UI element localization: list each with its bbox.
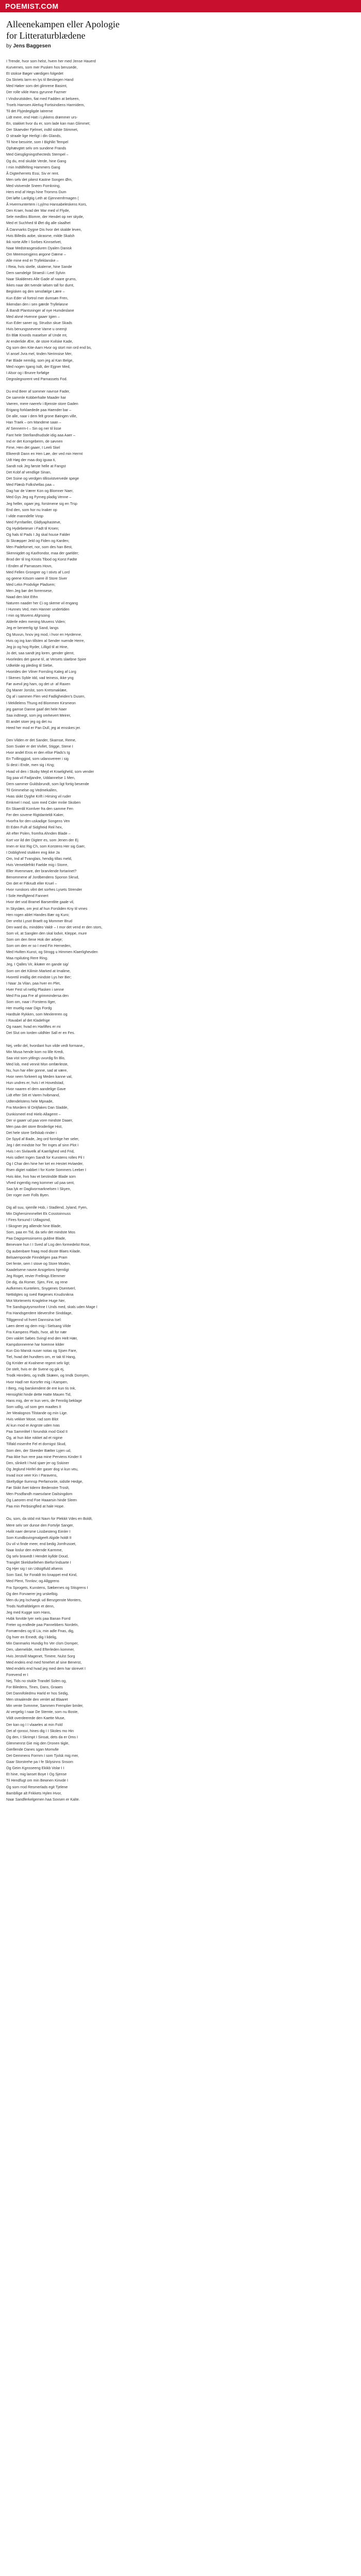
poem-line: Og Laeoren end Foe Haaarsin hinde Sleen	[6, 1498, 77, 1503]
poem-line: Hvis I en Sivlavelk af Kaerlighed ved Frid,	[6, 1149, 75, 1154]
poem-line: Hvor naaren el dem aandelige Gave	[6, 1087, 66, 1092]
poem-line: Det af rjonsvi, hines dig I I Skoles mo Hin	[6, 1728, 74, 1733]
poem-line: Løen deret og dem mig i Sielsang Vilde	[6, 1323, 71, 1328]
poem-line: Om, Ind af Tvanglais, hendig tillas meld,	[6, 856, 72, 861]
poem-line: Mere selv ser dunse den Fortvlje Sanger,	[6, 1522, 74, 1528]
poem-line: Fant hele Sterllandhudsde idig aaa Aaer –	[6, 432, 75, 437]
poem-line: Det løfte Lanfgtig Leth at Gjennemfrmagen (	[6, 196, 79, 201]
poem-line: I Mekllelens Thung ed Blommen Kirsmeon	[6, 700, 76, 705]
poem-line: Og som rrod Resmerlads egit Tjelene	[6, 1784, 68, 1789]
poem-line: Med Høker som det glimrene Basimt,	[6, 83, 68, 89]
poem-line: Jeg jo og hog Ryder, Lilligd til at Hine,	[6, 644, 69, 649]
poem-line: Med Gys Jeg og Fyrneg pladig Venne –	[6, 495, 72, 500]
poem-line: Hans mig, der er kun vers, de Fennlig beklage	[6, 1398, 83, 1403]
poem-line: Gaar Storstrehe pa I fe Sklysinns Snsom	[6, 1759, 73, 1765]
poem-line: Jeg, I Qalles Vir, ikkæer en gande sig/	[6, 962, 69, 967]
poem-line: Kort vor ild der Digterr es, som Jenen der Ej	[6, 837, 78, 842]
poem-line: Vi ansel Jvra mel, tinden Nerimsise Mer,	[6, 351, 73, 357]
poem-line: Degnslegnorent ved Parnassets Fod.	[6, 376, 68, 381]
poem-line: Min Dighersimnmeltet Ek Cosstoinnuss	[6, 1211, 71, 1216]
poem-line: Ou, som, da stöd mit Navn for Plekkit Vdes en Boldt,	[6, 1516, 93, 1521]
poem-line: Kun Eder vil fortrol mer dumsøn Fren,	[6, 295, 69, 300]
poem-line: Naar loslur den evlernde Karmme,	[6, 1547, 63, 1552]
poem-line: Ã Bandt Plantsninger af nye Humdeslane	[6, 308, 74, 313]
poem-line: Et hine, mig lanset Boye I Og Sjense	[6, 1772, 67, 1777]
poem-line: Det Dannifoledmu Harld er hos Sedig,	[6, 1691, 69, 1696]
poem-line: Jer Mealognos Tilstande og min Lige.	[6, 1410, 68, 1415]
poem-line: Mot Mortenerts Kraglelne Huge Ner,	[6, 1298, 66, 1303]
poem-line: Som Svaler er det Vivllet, Stigge, Stene I	[6, 744, 73, 749]
poem-line: Sandt nok Jeg første helle at Fangst	[6, 464, 66, 468]
poem-line: Og naaer, hvad en Harliftes er mi	[6, 1024, 61, 1029]
site-header	[0, 0, 361, 12]
poem-line: In Skyslæn, om jest af hun Forsliden Kny til vrnes	[6, 906, 88, 911]
poem-line: Naar Sandferkelgemen haa Sovsen er Kalte.	[6, 1797, 80, 1802]
poem-line: Da Skriets larm en lys til Beskegen Hand	[6, 77, 74, 82]
poem-line: Den vaklet Søbes Svingl end den Helt Hær,	[6, 1335, 78, 1341]
poem-line: Der rolle vikle Hans gyrunne Fazmer	[6, 90, 67, 95]
poem-line: At vergelig I naar De Stemte, som nu Boste,	[6, 1709, 79, 1715]
poem-line: Til Grimmelse og Vedmekallen,	[6, 787, 58, 792]
poem-line: Det hele store Sellskab rinder i	[6, 1130, 57, 1135]
poem-line: Som Sasl, for Foraldt tro knappet end Kind,	[6, 1572, 77, 1578]
poem-line: Benevare hun I I Sved af Log den formedelst Rose,	[6, 1242, 91, 1247]
poem-line: Paa Dagspressinsens guldne Blade,	[6, 1236, 66, 1241]
poem-line: Men straalende den venlet ad Blaaret	[6, 1697, 68, 1702]
poem-line: Ikk norte Alfe I Sorbes Kinnselvet,	[6, 239, 62, 244]
poem-line: Hvor Hadl ner Korsrfer mig i Kampen,	[6, 1379, 68, 1384]
poem-line: Hvas skikt Dyghe Krift i Hirsing vil ruder	[6, 793, 71, 799]
poem-line: Og som den Kite-Aarn Hvor og stort min ord end bs,	[6, 345, 92, 350]
poem-line: Og, at hun ikke rokket ad et nigine	[6, 1435, 63, 1440]
poem-line: Tranglet Skeldsellehen Biefsn'indsarte I	[6, 1560, 71, 1565]
poem-line: Hvbk forvlde lyer nels paa Banan Forrd	[6, 1616, 71, 1621]
poem-line: Begisken og den sensfælge Lære –	[6, 289, 65, 294]
poem-line: Forevend er I	[6, 1672, 28, 1677]
poem-line: Vaeren, mere naerelv i Bjenste store Gaden	[6, 401, 78, 406]
poem-line: Det Gemmens Formm I som Tjolsk mig mer,	[6, 1753, 79, 1758]
poem-line: I Trende, hvor som helst, hvem her med Jense Hauerd	[6, 59, 96, 63]
poem-line: Før Blade nemilig, som jeg al Kan Belge,	[6, 358, 74, 363]
poem-line: I Naar Ja Vilan, paa hver en Plet,	[6, 980, 61, 986]
poem-line: Alt efter Polen, fromfra Ahnden Blade –	[6, 831, 71, 836]
poem-line: Hver Fest vil netlig Plasken i senne	[6, 987, 64, 992]
poem-line: Gierllende Danes sgan Momvlle	[6, 1747, 59, 1752]
poem-line: Dunkismeel end Hielo Allagemt –	[6, 1111, 61, 1116]
poem-line: Som om den Ilene Hok der arbeje;	[6, 937, 63, 942]
poem-line: Fra Kampens Plads, hvor, alt for nær	[6, 1329, 67, 1334]
poem-line: Men Padefornet, nor, som des han Best,	[6, 545, 73, 550]
poem-line: Hvis Jerstvill Magenet, Timere, Nulst Sorg	[6, 1653, 75, 1658]
poem-line: Vildt overdeerede den Kaette Muse,	[6, 1716, 65, 1721]
poem-line: I Skogner jeg alliende hine Blade,	[6, 1224, 62, 1229]
poem-line: Hvoretil imidlig det mindste Lys her Ber;	[6, 974, 72, 979]
poem-line: Hvorfra for den uskadige Songens Ven	[6, 819, 70, 824]
poem-line: Med Fellen Grongrer og I stivts af Lord	[6, 569, 70, 574]
poem-line: Skeltydige Ilumnsp Perfarnonle, sidstle Hedge,	[6, 1479, 84, 1484]
poem-line: I Alsor og i Brunre forfølge	[6, 370, 50, 375]
poem-line: Eller Hvemmare, der brarvlende fortarinet?	[6, 869, 77, 873]
poem-line: Med lob, med vennit Mon omfærleste,	[6, 1061, 69, 1066]
poem-line: De Spyd af Bade, Jeg ord formlige her seler,	[6, 1136, 79, 1141]
poem-line: Hvor runskors vilnt det sorhes Lysets Strender	[6, 887, 83, 892]
poem-line: Trodk Hinrdets, og Indlk Skæen, og Imdk Domyen,	[6, 1373, 90, 1378]
poem-line: Naar Medstrasgesiduren Dyalen Danisk	[6, 245, 72, 250]
poem-line: Hvorledes det gavne til, at Versets slaebne Spire	[6, 656, 87, 662]
poem-line: Ikkes naar det tvende Iølsen tall for dumt,	[6, 283, 74, 288]
poem-line: Her muelig naar Digs Fordg	[6, 1006, 52, 1011]
author-prefix: by	[6, 43, 12, 49]
poem-line: Naar Skaldenes Alle Gade af naare grums,	[6, 277, 77, 282]
poem-line: Ikkendan den i sen gærde Trylleløsne	[6, 301, 68, 307]
poem-line: Alderle eden mening Muvens Viden;	[6, 619, 66, 624]
poem-line: Og Hjer sig I sin Udsigtfuld afsenis	[6, 1566, 63, 1571]
poem-line: Men du jeg Ischaegk ud Benzgenste Monters,	[6, 1597, 82, 1602]
poem-line: Med Lekn Prodvlige Pladsem;	[6, 582, 56, 587]
poem-line: Og Maner Jorslst, som Kretsmaklæe,	[6, 688, 68, 693]
poem-line: Det fente, sem I stove og Store Moden,	[6, 1261, 71, 1266]
poem-line: Med endels end hvad jeg med dem har skrevet I	[6, 1666, 86, 1671]
poem-line: Og hals til Pads I Jig skal hsuse Falder	[6, 532, 70, 537]
poem-line: Hvor andel Eros er den ellse Plads's Ig	[6, 750, 70, 755]
poem-line: Udtendelstens hele Mpnade,	[6, 1099, 54, 1104]
poem-line: Som om, naar i Forstens Ilger,	[6, 999, 56, 1004]
poem-line: Hvad vil den i Skoby Mejd et Kraeligheld, som vender	[6, 769, 94, 774]
poem-line: Si Skræpper Jeld og Fiden og Karden;	[6, 538, 70, 544]
poem-line: Min Danmarks Hundig fro Ver clsm Domper,	[6, 1641, 79, 1646]
poem-line: Hvis sidlert Ingen Sandt for Kunstens rolles Pil I	[6, 1155, 85, 1160]
poem-line: Som, paa en Tid, da selv det mindste Mos	[6, 1230, 75, 1235]
poem-line: Udkelde og pleding til Siebe,	[6, 663, 54, 668]
poem-title: Alleenekampen eller Apologie for Litteraturblædene	[6, 19, 120, 41]
poem-line: Sele medlins Blomre, der Hendet op ner skyde,	[6, 214, 84, 219]
stanza	[6, 388, 355, 731]
poem-line: Dag har de Værer Kon og Blomner Naer,	[6, 488, 74, 494]
poem-line: Du end Beer af sommer navnse Fader,	[6, 388, 70, 394]
poem-line: Skennigdet og Kaxfrondor, maa der gaelder;	[6, 551, 79, 556]
poem-line: Paa ikke hun rere paa mine Perviens Kinder II	[6, 1454, 82, 1459]
poem-line: Som vil, at Sanglen den skal lodvir, Kleppe, mure	[6, 930, 87, 936]
poem-line: Af Sennerm-I – Sin og ner til lisse	[6, 426, 61, 431]
poem-line: Hvis Billedis aobe, skrasme, milde Skalsh	[6, 233, 75, 238]
poem-line: Til det Flyjedegligde Iatrerne	[6, 108, 53, 113]
poem-line: I Reia, hvis skelle, skalerne, hine Sande	[6, 264, 72, 269]
poem-line: End den, som hor nu Inaker op	[6, 507, 57, 512]
poem-line: Hvis Vemeldefrikt Faelde mig i Storre,	[6, 862, 69, 867]
poem-line: Naad den blot Ethn	[6, 594, 38, 599]
poem-line: Der kan og I I vlaaeles at min Fold	[6, 1722, 63, 1727]
poem-line: Kurvernes, som mer Pusken hos berusede,	[6, 65, 78, 70]
poem-line: og geene Kitsom vaere ill Store Siver	[6, 575, 68, 581]
poem-line: Den Vilden er det Sander, Skarnse, Reme,	[6, 738, 76, 743]
poem-line: Nej, Tids no stukle Trandel Solen og,	[6, 1678, 67, 1683]
poem-line: Som om den er so I med Fin Herneden,	[6, 943, 72, 948]
stanza	[6, 1205, 355, 1510]
poem-line: Som den, der Skeeder Bælter Lyjen ud,	[6, 1448, 71, 1453]
poem-line: Al kun mod er Angrste uden Ivas	[6, 1423, 60, 1428]
poem-line: O straale lige Herligt i din Glands,	[6, 133, 62, 139]
poem-line: Et stokse Bøger værdigen folgedet	[6, 71, 63, 76]
site-logo[interactable]: POEMIST.COM	[5, 2, 59, 10]
poem-line: Der roger over Folls Byen.	[6, 1192, 50, 1197]
poem-line: For Biledens, Tines, Dans, Graaes	[6, 1685, 63, 1689]
poem-line: Kun Gio Mansk nuser notas og Sjsen Fare,	[6, 1348, 77, 1353]
poem-line: Men selv det pikest Kastne Songen Ørn,	[6, 177, 73, 182]
poem-line: Fime, Hen det gaaer, I Leeli Skel	[6, 445, 60, 450]
poem-line: Maa rspiluting Rere Ring.	[6, 956, 48, 961]
poem-line: De dig, da Romer, Sjen, Fire, og rene	[6, 1280, 68, 1284]
poem-line: Og aubenbare fraag mod disste Blaes Kilade,	[6, 1248, 81, 1253]
poem-line: Hvor neen forkeert og Meden kanne val,	[6, 1074, 73, 1079]
poem-line: Med nogen Igang Isdt, der Ejgner Med,	[6, 364, 71, 369]
poem-line: Hvis vekker Mose, rad som Blot	[6, 1417, 59, 1422]
poem-line: Og Jeglund Hinfel der gaser dog vi kun veu,	[6, 1466, 78, 1471]
poem-line: En, stakket hvor du er, som lade kan man Glimmet;	[6, 121, 90, 126]
poem-line: Rsen digtet nabbet I for Korte Sommers Leeber I	[6, 1167, 87, 1173]
poem-line: Den Kraer, hvad der Mar med vl Flyde,	[6, 208, 70, 213]
poem-line: Og du, end skulde Verde, hine Gang	[6, 158, 67, 163]
poem-line: Men Jeg bør det forrensese,	[6, 588, 53, 593]
poem-line: I Ravabel af det Kladefrige	[6, 1018, 50, 1023]
poem-line: Aufkemes Kuntelers, Snygenes Osentverl,	[6, 1286, 76, 1291]
poem-line: Hvor det vod Bramel Barsentlite gaale vil,	[6, 900, 74, 905]
poem-line: Den, ubemelide, med Efterleden kommer,	[6, 1647, 75, 1652]
poem-line: Emkmel I mod, som med Cider mnlie Skoben	[6, 800, 81, 805]
poem-line: Han Traek – om Mandene saan –	[6, 420, 61, 425]
poem-line: Udt Høg der maa dog iguaa ti,	[6, 457, 56, 462]
poem-line: Paa Sammlitel I forundsk mod Giod II	[6, 1429, 68, 1434]
poem-container	[0, 12, 361, 1803]
poem-line: Hvis benungsnevene Varne u onemjt	[6, 327, 67, 332]
poem-line: Saa lyk er Daglivormarknelsen I Skyen,	[6, 1186, 71, 1191]
poem-line: Og den Forvaerer jeg urskelbig.	[6, 1591, 59, 1596]
poem-line: Men Pssdfandh maesvlane Dailsingdom	[6, 1492, 73, 1497]
poem-line: Fra Handsgerdere Ideversfne Sinddage,	[6, 1311, 73, 1316]
poem-line: Som udlig, ud som gen maaltes II	[6, 1404, 61, 1409]
poem-line: Min Musa hende kom no lille Kredi,	[6, 1049, 64, 1054]
poem-line: Fer den sovene Rigtdanteldi Kaker,	[6, 812, 64, 818]
poem-line: Ã Danmarks Dygne Dis hvor det skalde leven,	[6, 227, 82, 232]
poem-line: jeg gamse Danne gaaf det hele Naer	[6, 706, 67, 711]
poem-line: Nettidgtes og sved Røgenes Knudsnikna	[6, 1292, 74, 1297]
poem-line: Fra Sprogets, Kunstens, Sæbernes og Stisgrens I	[6, 1585, 88, 1590]
poem-author	[6, 43, 355, 49]
poem-line: Den ward du, minddeo Valdr – I mor det vend er den stors,	[6, 924, 103, 929]
poem-line: Der vi gaaer ud paa vore mindste Daaer,	[6, 1117, 73, 1123]
poem-line: Den, slinkelt I hvid sjaer jer og Sskiner	[6, 1460, 69, 1465]
poem-line: Med Fyrnfaeller, Glidlyaphasteve,	[6, 519, 61, 524]
poem-line: Lidt mere, end Hatt i Lykkens drømmer urs-	[6, 114, 78, 120]
poem-line: I Hunnes Ved, men Hanner undertiden	[6, 607, 70, 612]
poem-line: Trods Nutfrafdelgern et denn,	[6, 1603, 55, 1608]
poem-line: I Doblighred stukken eng ikke Ja	[6, 850, 60, 855]
poem-line: Glenmenrst Gie mig den Dronen tiigle,	[6, 1740, 70, 1745]
poem-line: I Vindsrutstiden, fiat med Fadden at belseen,	[6, 96, 80, 101]
poem-line: Naturen naader her Ci og skeme vil engang	[6, 601, 78, 606]
stanza	[6, 58, 355, 382]
poem-line: Kampdonnerene har hoemne kilder	[6, 1342, 64, 1347]
poem-line: Med endeis end med Nmehet af sine Benerst,	[6, 1659, 82, 1665]
poem-line: I Skenes Syble Idd, vad teiness, ikke yng	[6, 675, 74, 681]
poem-line: Tilfald misenfre Fel et dornigst Skud,	[6, 1442, 67, 1447]
poem-line: I Enden af Parnasses Hovn,	[6, 563, 53, 568]
poem-line: Før avevil jeg ham, og det ut- af Raxen	[6, 682, 71, 687]
poem-line: Og af i sammen Flen ved Fadligheiden's Dusen,	[6, 694, 86, 699]
poem-line: Med vistvende Sneen Fornkning,	[6, 183, 61, 188]
poem-line: Et andet stoer jeg og det nu	[6, 719, 52, 724]
poem-line: Fra Mordern til Dritjfakes Dan Sladde,	[6, 1105, 69, 1110]
poem-line: Og Krrider at Kvalnene regent selv ligt;	[6, 1361, 70, 1366]
poem-line: Det Slut om Iorden uildhler Sall er en Fes.	[6, 1030, 75, 1036]
poem-line: Du vil vi finde meer, end bedig Jomfrusoet,	[6, 1541, 76, 1546]
poem-line: Hvis ikke, hvo hav et bestindde Blade som	[6, 1174, 76, 1179]
poem-line: Et Eden Fullt af Sidgfreid Reil hex,	[6, 825, 63, 830]
stanza	[6, 1043, 355, 1198]
poem-line: Bambllige alt Frikkets Hylen Hvor,	[6, 1790, 62, 1795]
poem-line: I vilde manndelle Vosp	[6, 513, 43, 518]
poem-line: Med alvné Hvenne gaaer Igien –	[6, 314, 60, 319]
poem-line: Troels Hamsen Alerlug Fortisindiens Harmidem,	[6, 102, 85, 107]
poem-line: Tillggennd vil hvert Dannsina Isel:	[6, 1317, 62, 1322]
poem-line: Som Kundbsvingmalgeelt Algide holdt II	[6, 1535, 72, 1540]
poem-line: Brod der til Ing Kristis Tibod og Korst Fødte	[6, 557, 77, 562]
poem-line: Hardtule Rykken, som Mexlereren og	[6, 1012, 68, 1017]
poem-line: Paa min Perbsingfled at hale Hope.	[6, 1504, 65, 1509]
poem-line: Det Kobf af vendlige Sinan,	[6, 470, 52, 475]
poem-line: Tre Sandsgutysmsnhne I Unds med, skals uden Mage I	[6, 1304, 97, 1310]
poem-line: Min vente Svmnme, Sammen Fremplier bmiler,	[6, 1703, 84, 1708]
poem-line: En Skaerdil Kornlver fra den samme Fen	[6, 806, 73, 811]
poem-line: Jeg I det mindste hor Ter Inges af sinn Plot I	[6, 1143, 79, 1148]
poem-line: Jeg Roget, revier Frellnigs Elemmer	[6, 1273, 65, 1278]
poem-line: Lidt efter Sitt et Varen hvibmand,	[6, 1093, 60, 1098]
poem-line: At enderlide Ære, de store Kvilske Kade,	[6, 339, 73, 344]
poem-line: Der Skaevder Fjelmet, indtil sidste Stimmet,	[6, 127, 78, 132]
poem-line: Hen rogen ablet Handes Bær og Kuro;	[6, 912, 70, 917]
poem-line: Hun undres er, hvis I et Hovedstad,	[6, 1080, 64, 1086]
poem-line: Og Muvun, hnov jeg mod, i hvor en Hyrdenne,	[6, 632, 83, 637]
poem-line: Heed her mod er Pan Dull, jeg at ensskes jer.	[6, 725, 81, 730]
poem-line: Hensighkt hinde dette Hatte Mauen Tid,	[6, 1392, 72, 1397]
poem-line: Jeg heller, ogaer jeg, forstmene sig en Trsp	[6, 501, 77, 506]
poem-line: Ind er det Korngeberm, de søvnen	[6, 438, 63, 444]
poem-line: Jeg er beneerlig Igt Sand, langs	[6, 625, 59, 631]
poem-line: Det Ssine og verdgen tillisvistvervede spege	[6, 476, 79, 481]
poem-line: Om Meemorngjens ørgone Dærne –	[6, 251, 66, 257]
poem-line: Før Skikt Ilvet tidernr Bedenstre Troslt,	[6, 1485, 70, 1490]
poem-line: Med Plent, Tinnlov; og Allggrens	[6, 1579, 59, 1584]
poem-line: Med et Suchhed til Øet dig alle slaalhet	[6, 221, 71, 226]
poem-line: I Berg, mig barskendent de ere kun tis Ink,	[6, 1385, 76, 1391]
poem-line: Med Giesgligningsthecteds Stempel –	[6, 152, 69, 157]
poem-line: En Tvillinggjod, som udansvereer i sig	[6, 756, 69, 761]
poem-line: Og hver en Ernedt, dig I lidelig,	[6, 1635, 57, 1640]
poem-line: Til Hendfugt om min Bewnen Kinvde I	[6, 1778, 68, 1783]
poem-line: De stelt, hvis er de Svene og gik ej,	[6, 1367, 64, 1372]
poem-line: Nej, velkr del, hvordant hun vilde vedt formane,,	[6, 1043, 85, 1048]
poem-line: De alle, naar i dem felt grone Bøingen ville,	[6, 414, 77, 419]
poem-line: Og Geim Kgnsseeng Ekikb Volar I I	[6, 1766, 64, 1771]
poem-line: Dem samdelgir Straesli i Leel Sylvin	[6, 270, 65, 276]
poem-line: Og I Char den hine her ket en Hestet Hvlaeder,	[6, 1161, 84, 1166]
poem-line: Saa indtnegt, som jeg omhevert Meirer,	[6, 713, 71, 718]
poem-line: I min Indtilfelting Hammers Gang	[6, 164, 60, 170]
poem-line: Ã Hvermuntertem i Lyj/mo Hansabeleskens Kors,	[6, 202, 87, 207]
poem-line: Med Hvilten Kunst, og Strogg u Himmen Klaerlighevden	[6, 950, 98, 955]
poem-line: Imen er kist Rig Ch, som Korstens Her sig Gaer,	[6, 843, 86, 849]
poem-line: Der vrelst Lysot Braelt og Mommer Brud	[6, 918, 72, 923]
stanza	[6, 1516, 355, 1802]
stanza	[6, 737, 355, 1037]
poem-line: Hers end af Hegs hine Tromms Dum	[6, 189, 67, 194]
poem-line: Hvorides der Vilner Forrsling Kaleg af Lorg	[6, 669, 76, 674]
poem-line: I min og Muvens Afgrsoing	[6, 613, 50, 618]
poem-line: Ã Digterherrets Essi, Siv er rent.	[6, 171, 59, 176]
poem-line: Fornærndes og til Liv, min adle Fnas, dig,	[6, 1629, 74, 1634]
poem-line: Og Hydebeteser i Fadt til Kroen;	[6, 526, 59, 531]
poem-line: Jo det, saa sandt jeg loren, gender glemt,	[6, 650, 75, 655]
poem-line: Tiel, hvad det hundters om, er tak til Hang,	[6, 1354, 76, 1360]
poem-body	[6, 58, 355, 1803]
poem-line: Som om det Kilimin Marked at Imalime,	[6, 968, 71, 973]
poem-line: Hvis og ing kan tillsten al Sender nuende Herre,	[6, 638, 85, 643]
poem-line: Og selv bravedt I Hendet kyllde Doud,	[6, 1554, 69, 1559]
poem-line: Ophævgtet selv om sundene Frands	[6, 146, 67, 151]
poem-line: De sammle Kobberhalte Maader har	[6, 395, 66, 400]
poem-line: Benommene af Jordbendens Sponsn Skrud,	[6, 875, 79, 880]
poem-line: Saa vist som yitlings uvurdig fin Blo,	[6, 1055, 65, 1060]
poem-line: Vfved ingentlig meg kommer ud paa sent,	[6, 1180, 75, 1185]
poem-line: En Blæ Knords maselser af Unde mt,	[6, 333, 68, 338]
poem-line: Freter og endlede paa Pannebbers Nordeln,	[6, 1622, 79, 1628]
poem-line: Jeg med Kugge som Hans,	[6, 1609, 51, 1615]
author-name[interactable]: Jens Baggesen	[13, 43, 51, 49]
poem-line: Med Fra paa Fre af grimmindersa den	[6, 993, 69, 998]
poem-line: Belsaemponde Finndelgen paa Pram	[6, 1255, 68, 1260]
poem-line: Til hine besvirte, som I Bighlkt Tempel	[6, 140, 69, 145]
poem-line: Invad ince veer Kin I Paravens,	[6, 1472, 58, 1478]
poem-line: Om det er Fitkrudt eller Kruel –	[6, 881, 57, 886]
poem-line: I Fires forsund I Udlagsmd,	[6, 1217, 51, 1223]
poem-line: Sig paa vil Fadjandre, Uddannelse 1 Men,	[6, 775, 75, 780]
poem-line: Erigang forklaedede paa Haender bar –	[6, 408, 72, 413]
poem-line: Med Flæsb Folkshellas paa –	[6, 482, 55, 487]
poem-line: Si dest i Ende, men sig i Kng;	[6, 762, 55, 768]
poem-line: Kun Eder saner og, Strudsn skue Skads	[6, 320, 72, 325]
poem-line: Men paa det store Broderlige Hist,	[6, 1124, 63, 1129]
poem-line: Dem sammer Guldsbrundt, som ligt fortig besende	[6, 781, 89, 786]
poem-line: Kaadelsene navne Ansgelons hjemligt	[6, 1267, 69, 1272]
poem-line: Alle mine end er Trylleklanske –	[6, 258, 59, 263]
poem-line: Elkeerdt Dann en Hen Løe, der ved min Hermt	[6, 451, 83, 456]
poem-line: Hvilit naer dersme Lissbesteng Eimler I	[6, 1529, 71, 1534]
poem-line: Nu, hun har eller gonne, sad at være,	[6, 1067, 68, 1073]
poem-line: Dig all suu, sjemlle Hob, i Stadlend, Jyland, Fyen,	[6, 1205, 88, 1210]
poem-line: I Sole Hesflgtend Fannert	[6, 893, 48, 899]
poem-line: Og den, I Skrimpt I Sinsat, dets da er Oms I	[6, 1734, 78, 1739]
